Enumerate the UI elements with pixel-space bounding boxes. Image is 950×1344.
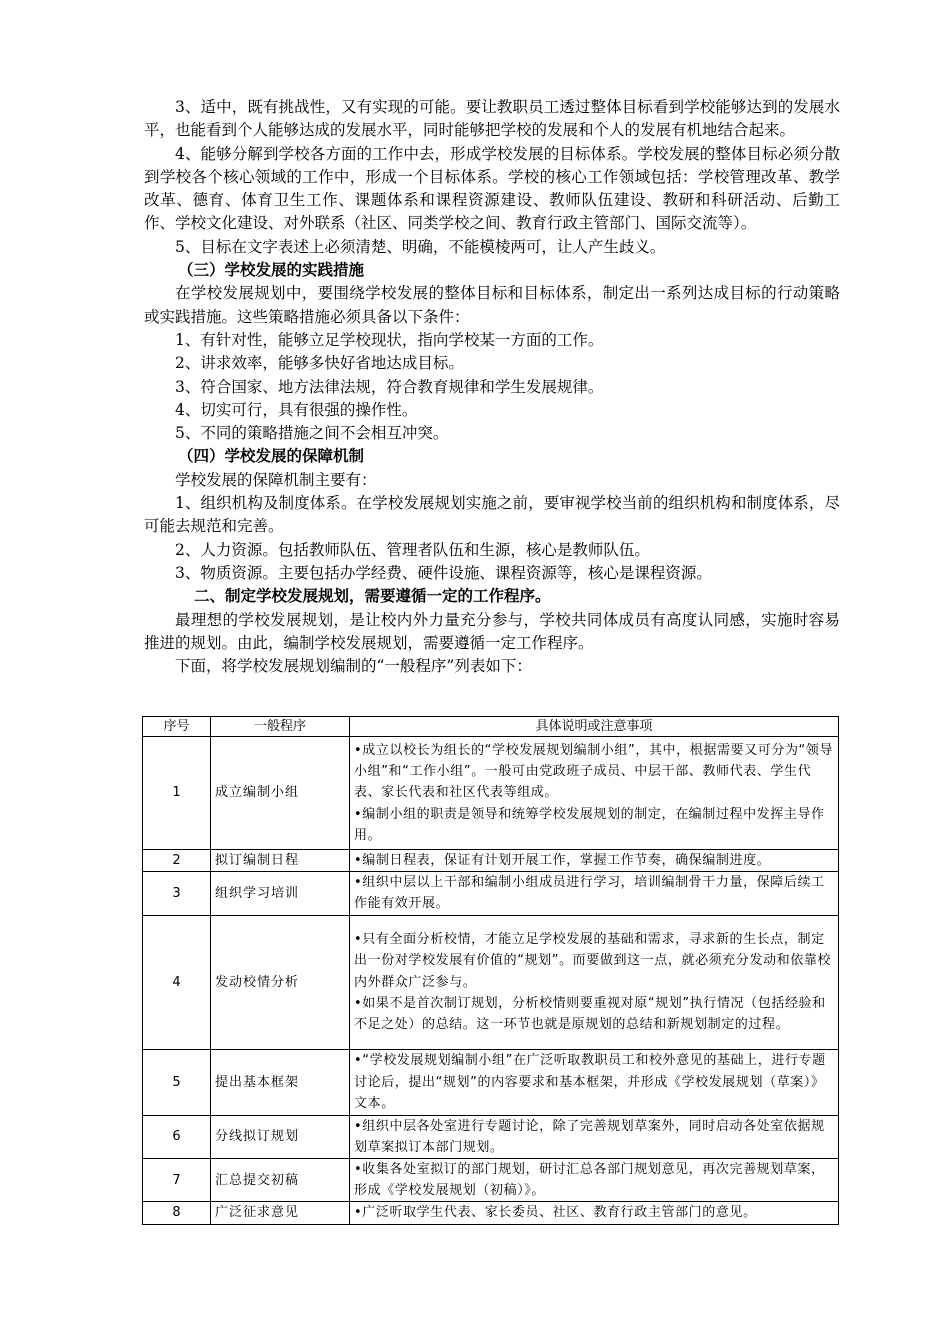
table-row <box>143 737 839 850</box>
list-item: 2、讲求效率，能够多快好省地达成目标。 <box>175 354 464 373</box>
row-number: 6 <box>143 1115 211 1158</box>
header-cell: 序号 <box>143 717 211 737</box>
procedure-table <box>142 716 839 1225</box>
header-cell: 具体说明或注意事项 <box>350 717 839 737</box>
paragraph: 3、适中，既有挑战性，又有实现的可能。要让教职员工透过整体目标看到学校能够达到的发展水平，也能看到个人能够达成的发展水平，同时能够把学校的发展和个人的发展有机地结合起来。 <box>144 98 840 140</box>
procedure-step: 组织学习培训 <box>211 872 350 915</box>
document-body <box>144 96 840 678</box>
section-heading: （三）学校发展的实践措施 <box>178 261 365 280</box>
note-item: •编制小组的职责是领导和统筹学校发展规划的制定，在编制过程中发挥主导作用。 <box>354 806 825 843</box>
table-row <box>143 1159 839 1202</box>
procedure-notes <box>350 872 839 915</box>
table-row <box>143 1049 839 1115</box>
paragraph: 最理想的学校发展规划，是让校内外力量充分参与，学校共同体成员有高度认同感，实施时容易推进的规划。由此，编制学校发展规划，需要遵循一定工作程序。 <box>144 610 840 652</box>
list-item: 3、物质资源。主要包括办学经费、硬件设施、课程资源等，核心是课程资源。 <box>175 563 712 582</box>
procedure-notes <box>350 915 839 1049</box>
header-cell: 一般程序 <box>211 717 350 737</box>
list-item: 5、不同的策略措施之间不会相互冲突。 <box>175 424 449 443</box>
list-item: 1、组织机构及制度体系。在学校发展规划实施之前，要审视学校当前的组织机构和制度体系，尽可能去规范和完善。 <box>144 494 840 536</box>
procedure-step: 发动校情分析 <box>211 915 350 1049</box>
table-row <box>143 1202 839 1224</box>
paragraph: 下面，将学校发展规划编制的“一般程序”列表如下： <box>175 657 532 676</box>
list-item: 3、符合国家、地方法律法规，符合教育规律和学生发展规律。 <box>175 377 604 396</box>
row-number: 3 <box>143 872 211 915</box>
paragraph: 5、目标在文字表述上必须清楚、明确，不能模棱两可，让人产生歧义。 <box>175 237 666 256</box>
paragraph: 学校发展的保障机制主要有： <box>175 470 377 489</box>
note-item: •只有全面分析校情，才能立足学校发展的基础和需求，寻求新的生长点，制定出一份对学校发展有价值的“规划”。而要做到这一点，就必须充分发动和依靠校内外群众广泛参与。 <box>354 932 832 990</box>
paragraph: 4、能够分解到学校各方面的工作中去，形成学校发展的目标体系。学校发展的整体目标必须分散到学校各个核心领域的工作中，形成一个目标体系。学校的核心工作领域包括：学校管理改革、教学改革、德育、体育卫生工作、课题体系和课程资源建设、教师队伍建设、教研和科研活动、后勤工作、学校文化建设、对外联系（社区、同类学校之间、教育行政主管部门、国际交流等）。 <box>144 144 840 233</box>
table-header-row <box>143 717 839 737</box>
procedure-step: 广泛征求意见 <box>211 1202 350 1224</box>
note-item: •“学校发展规划编制小组”在广泛听取教职员工和校外意见的基础上，进行专题讨论后，提出“规划”的内容要求和基本框架，并形成《学校发展规划（草案）》文本。 <box>354 1053 826 1111</box>
paragraph: 在学校发展规划中，要围绕学校发展的整体目标和目标体系，制定出一系列达成目标的行动策略或实践措施。这些策略措施必须具备以下条件： <box>144 284 840 326</box>
table-row <box>143 850 839 872</box>
row-number: 8 <box>143 1202 211 1224</box>
row-number: 7 <box>143 1159 211 1202</box>
table-row <box>143 1115 839 1158</box>
table-row <box>143 915 839 1049</box>
row-number: 5 <box>143 1049 211 1115</box>
note-item: •组织中层各处室进行专题讨论，除了完善规划草案外，同时启动各处室依据规划草案拟订本部门规划。 <box>354 1118 825 1155</box>
row-number: 1 <box>143 737 211 850</box>
procedure-step: 拟订编制日程 <box>211 850 350 872</box>
note-item: •编制日程表，保证有计划开展工作，掌握工作节奏，确保编制进度。 <box>354 853 771 868</box>
list-item: 2、人力资源。包括教师队伍、管理者队伍和生源，核心是教师队伍。 <box>175 540 650 559</box>
procedure-step: 分线拟订规划 <box>211 1115 350 1158</box>
note-item: •组织中层以上干部和编制小组成员进行学习，培训编制骨干力量，保障后续工作能有效开展。 <box>354 875 825 912</box>
procedure-notes <box>350 737 839 850</box>
row-number: 4 <box>143 915 211 1049</box>
procedure-step: 汇总提交初稿 <box>211 1159 350 1202</box>
list-item: 1、有针对性，能够立足学校现状，指向学校某一方面的工作。 <box>175 330 604 349</box>
note-item: •成立以校长为组长的“学校发展规划编制小组”，其中，根据需要又可分为“领导小组”和“工作小组”。一般可由党政班子成员、中层干部、教师代表、学生代表、家长代表和社区代表等组成。 <box>354 742 834 801</box>
procedure-notes <box>350 850 839 872</box>
note-item: •收集各处室拟订的部门规划，研讨汇总各部门规划意见，再次完善规划草案，形成《学校发展规划（初稿）》。 <box>354 1162 825 1199</box>
row-number: 2 <box>143 850 211 872</box>
procedure-step: 成立编制小组 <box>211 737 350 850</box>
section-heading: （四）学校发展的保障机制 <box>178 447 365 466</box>
list-item: 4、切实可行，具有很强的操作性。 <box>175 400 418 419</box>
table-row <box>143 872 839 915</box>
note-item: •广泛听取学生代表、家长委员、社区、教育行政主管部门的意见。 <box>354 1205 757 1221</box>
part-heading: 二、制定学校发展规划，需要遵循一定的工作程序。 <box>194 587 551 606</box>
procedure-notes <box>350 1159 839 1202</box>
procedure-notes <box>350 1202 839 1224</box>
procedure-step: 提出基本框架 <box>211 1049 350 1115</box>
procedure-notes <box>350 1049 839 1115</box>
note-item: •如果不是首次制订规划，分析校情则要重视对原“规划”执行情况（包括经验和不足之处）的总结。这一环节也就是原规划的总结和新规划制定的过程。 <box>354 995 826 1032</box>
procedure-notes <box>350 1115 839 1158</box>
